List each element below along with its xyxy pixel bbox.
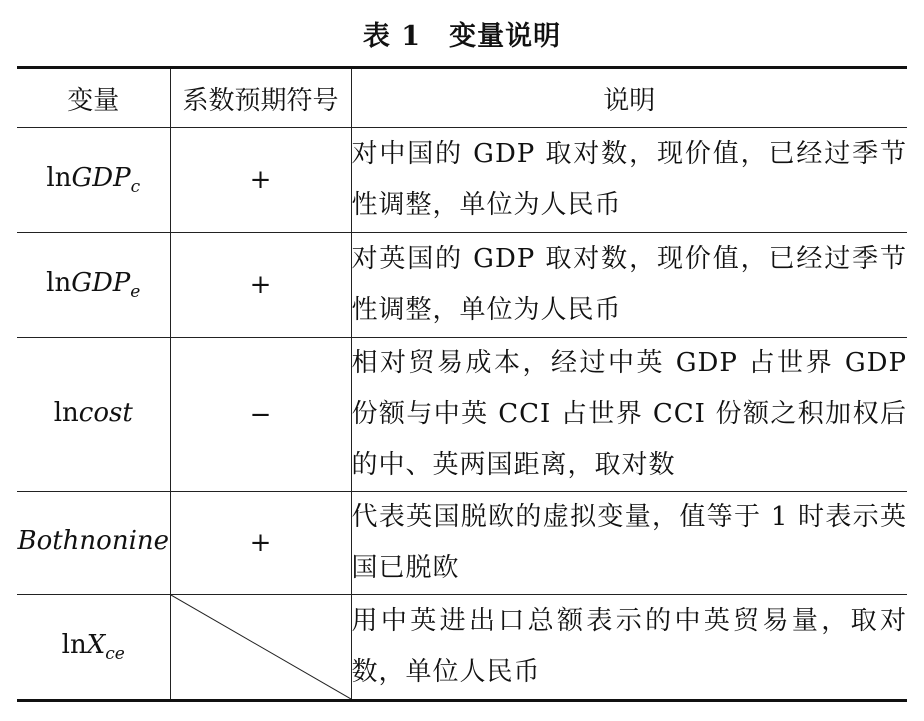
variable-prefix: ln bbox=[46, 163, 72, 193]
variable-prefix: ln bbox=[46, 268, 72, 298]
variable-cell bbox=[17, 233, 170, 338]
variable-cell bbox=[17, 338, 170, 492]
header-variable: 变量 bbox=[17, 68, 170, 128]
table-number: 表 1 bbox=[362, 21, 422, 52]
sign-cell-diagonal bbox=[170, 595, 351, 701]
variable-cell bbox=[17, 128, 170, 233]
table-title bbox=[0, 14, 924, 53]
sign-cell: + bbox=[170, 233, 351, 338]
variable-prefix: ln bbox=[53, 397, 79, 428]
description-cell: 代表英国脱欧的虚拟变量，值等于 1 时表示英国已脱欧 bbox=[351, 492, 907, 595]
variable-name: Bothnonine bbox=[17, 526, 170, 556]
header-expected-sign: 系数预期符号 bbox=[170, 68, 351, 128]
table-row bbox=[17, 338, 907, 492]
variable-name: GDP bbox=[71, 268, 131, 298]
sign-cell: + bbox=[170, 492, 351, 595]
header-row bbox=[17, 68, 907, 128]
description-cell: 相对贸易成本，经过中英 GDP 占世界 GDP 份额与中英 CCI 占世界 CCI 份额之积加权后的中、英两国距离，取对数 bbox=[351, 338, 907, 492]
variable-subscript: e bbox=[130, 282, 141, 302]
variable-prefix: ln bbox=[61, 630, 87, 660]
table-row bbox=[17, 595, 907, 701]
variable-cell bbox=[17, 492, 170, 595]
variable-name: cost bbox=[78, 397, 133, 428]
table-row bbox=[17, 492, 907, 595]
description-cell: 用中英进出口总额表示的中英贸易量，取对数，单位人民币 bbox=[351, 595, 907, 701]
sign-cell: − bbox=[170, 338, 351, 492]
description-cell: 对中国的 GDP 取对数，现价值，已经过季节性调整，单位为人民币 bbox=[351, 128, 907, 233]
variable-subscript: ce bbox=[105, 644, 125, 664]
variable-subscript: c bbox=[130, 177, 141, 197]
variable-name: X bbox=[86, 630, 106, 660]
table-row bbox=[17, 128, 907, 233]
variable-name: GDP bbox=[71, 163, 131, 193]
sign-cell: + bbox=[170, 128, 351, 233]
diagonal-slash-icon bbox=[171, 595, 351, 699]
header-description: 说明 bbox=[351, 68, 907, 128]
variable-cell bbox=[17, 595, 170, 701]
description-cell: 对英国的 GDP 取对数，现价值，已经过季节性调整，单位为人民币 bbox=[351, 233, 907, 338]
table-row bbox=[17, 233, 907, 338]
table-caption: 变量说明 bbox=[449, 21, 562, 52]
variables-table bbox=[17, 66, 907, 702]
